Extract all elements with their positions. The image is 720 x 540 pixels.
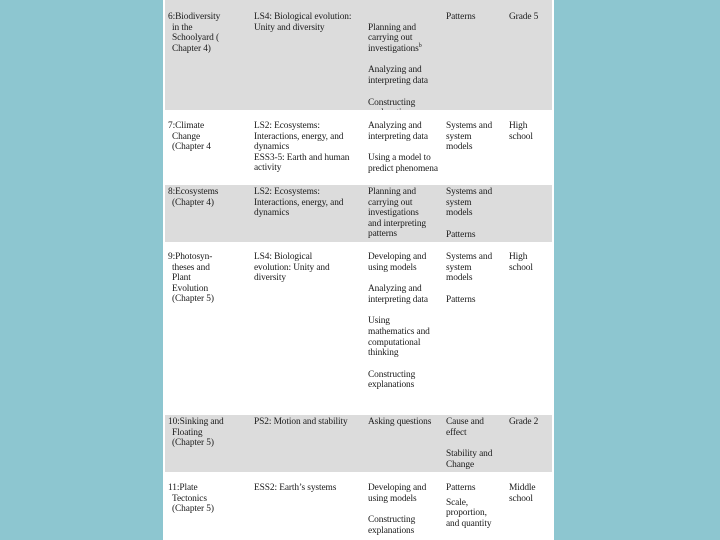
table-row xyxy=(165,415,552,472)
concept-text: Systems and system models xyxy=(446,252,493,284)
practices-cell xyxy=(368,121,443,174)
practice-text: Using mathematics and computational thinking xyxy=(368,316,430,359)
activity-line: 8:Ecosystems xyxy=(168,187,219,197)
concepts-cell xyxy=(446,417,508,470)
activity-line: 7:Climate xyxy=(168,121,205,131)
core-idea-text: ESS3-5: Earth and human activity xyxy=(254,152,350,174)
activity-cell xyxy=(168,121,246,153)
activity-cell xyxy=(168,483,246,515)
activity-line: 6:Biodiversity xyxy=(168,12,221,22)
core-idea-text: LS4: Biological evolution: Unity and diversity xyxy=(254,12,352,33)
activity-text xyxy=(168,417,246,449)
practice-text: Analyzing and interpreting data xyxy=(368,65,428,86)
practice-text: Analyzing and interpreting data xyxy=(368,121,428,142)
practices-cell xyxy=(368,12,443,119)
practice-text: Constructing xyxy=(368,97,416,108)
core-idea-text: LS4: Biological evolution: Unity and diversity xyxy=(254,252,330,284)
activity-line: Plant xyxy=(172,273,191,284)
table-row xyxy=(165,472,552,540)
concept-text: Patterns xyxy=(446,483,476,493)
activity-line: (Chapter 5) xyxy=(172,438,214,449)
core-idea-text: LS2: Ecosystems: Interactions, energy, and dynamics xyxy=(254,187,344,219)
practices-cell xyxy=(368,252,443,391)
core-idea-text: LS2: Ecosystems: Interactions, energy, and dynamics xyxy=(254,121,344,153)
grade-text: Grade 5 xyxy=(509,12,539,22)
core-idea-cell xyxy=(254,483,362,494)
concepts-cell xyxy=(446,252,508,305)
table-row xyxy=(165,185,552,242)
core-idea-cell xyxy=(254,252,362,284)
activity-line: theses and xyxy=(172,262,210,273)
practice-text: Using a model to predict phenomena xyxy=(368,153,438,174)
concept-text: Patterns xyxy=(446,12,476,22)
core-idea-text: ESS2: Earth’s systems xyxy=(254,483,337,493)
concept-text: Systems and system models xyxy=(446,187,493,219)
activity-line: Floating xyxy=(172,427,203,438)
grade-cell xyxy=(509,483,551,504)
grade-text: High school xyxy=(509,121,533,142)
activity-line: (Chapter 5) xyxy=(172,294,214,305)
activity-text xyxy=(168,12,246,54)
concepts-cell xyxy=(446,12,508,23)
table-row xyxy=(165,110,552,185)
activity-line: (Chapter 4) xyxy=(172,197,214,208)
practices-cell xyxy=(368,417,443,428)
table-row xyxy=(165,242,552,415)
core-idea-cell xyxy=(254,187,362,219)
activity-line: Chapter 4) xyxy=(172,43,211,54)
concept-text: Systems and system models xyxy=(446,121,493,153)
concepts-cell xyxy=(446,121,508,153)
activity-cell xyxy=(168,12,246,54)
grade-cell xyxy=(509,252,551,273)
grade-text: High school xyxy=(509,252,533,273)
activity-line: in the xyxy=(172,22,193,33)
activity-line: (Chapter 4 xyxy=(172,142,211,153)
concept-text: Patterns xyxy=(446,229,476,240)
activity-cell xyxy=(168,252,246,305)
activity-line: 10:Sinking and xyxy=(168,417,224,427)
activity-line: Tectonics xyxy=(172,493,207,504)
core-idea-cell xyxy=(254,417,362,428)
core-idea-cell xyxy=(254,121,362,174)
table-row xyxy=(165,0,552,110)
practice-text: Developing and using models xyxy=(368,252,427,273)
concept-text: Cause and effect xyxy=(446,417,484,438)
concept-text: Stability and Change xyxy=(446,449,493,470)
grade-cell xyxy=(509,12,551,23)
grade-text: Middle school xyxy=(509,483,536,504)
activity-text xyxy=(168,121,246,153)
activity-line: 11:Plate xyxy=(168,483,198,493)
activity-line: Evolution xyxy=(172,283,209,294)
practices-cell xyxy=(368,483,443,536)
grade-cell xyxy=(509,417,551,428)
activity-line: (Chapter 5) xyxy=(172,504,214,515)
activity-line: Schoolyard ( xyxy=(172,33,219,44)
practice-text: Planning and carrying out investigations and interpreting patterns xyxy=(368,187,427,240)
practice-text: Analyzing and interpreting data xyxy=(368,284,428,305)
activity-line: 9:Photosyn- xyxy=(168,252,213,262)
document-page xyxy=(163,0,554,540)
practice-text: Planning and carrying out investigations xyxy=(368,22,419,54)
activity-text xyxy=(168,252,246,305)
concept-text: Scale, proportion, and quantity xyxy=(446,497,492,529)
activity-cell xyxy=(168,417,246,449)
practice-text: Asking questions xyxy=(368,417,432,427)
activity-text xyxy=(168,187,246,208)
core-idea-cell xyxy=(254,12,362,33)
concept-text: Patterns xyxy=(446,294,476,305)
grade-cell xyxy=(509,121,551,142)
footnote-marker: b xyxy=(418,42,422,49)
practice-text: Constructing explanations xyxy=(368,369,416,391)
activity-line: Change xyxy=(172,131,201,142)
practice-text: Constructing explanations xyxy=(368,515,416,536)
practice-text: Developing and using models xyxy=(368,483,427,504)
practices-cell xyxy=(368,187,443,240)
core-idea-text: PS2: Motion and stability xyxy=(254,417,348,427)
concepts-cell xyxy=(446,187,508,240)
activity-text xyxy=(168,483,246,515)
concepts-cell xyxy=(446,483,508,529)
activity-cell xyxy=(168,187,246,208)
grade-text: Grade 2 xyxy=(509,417,539,427)
